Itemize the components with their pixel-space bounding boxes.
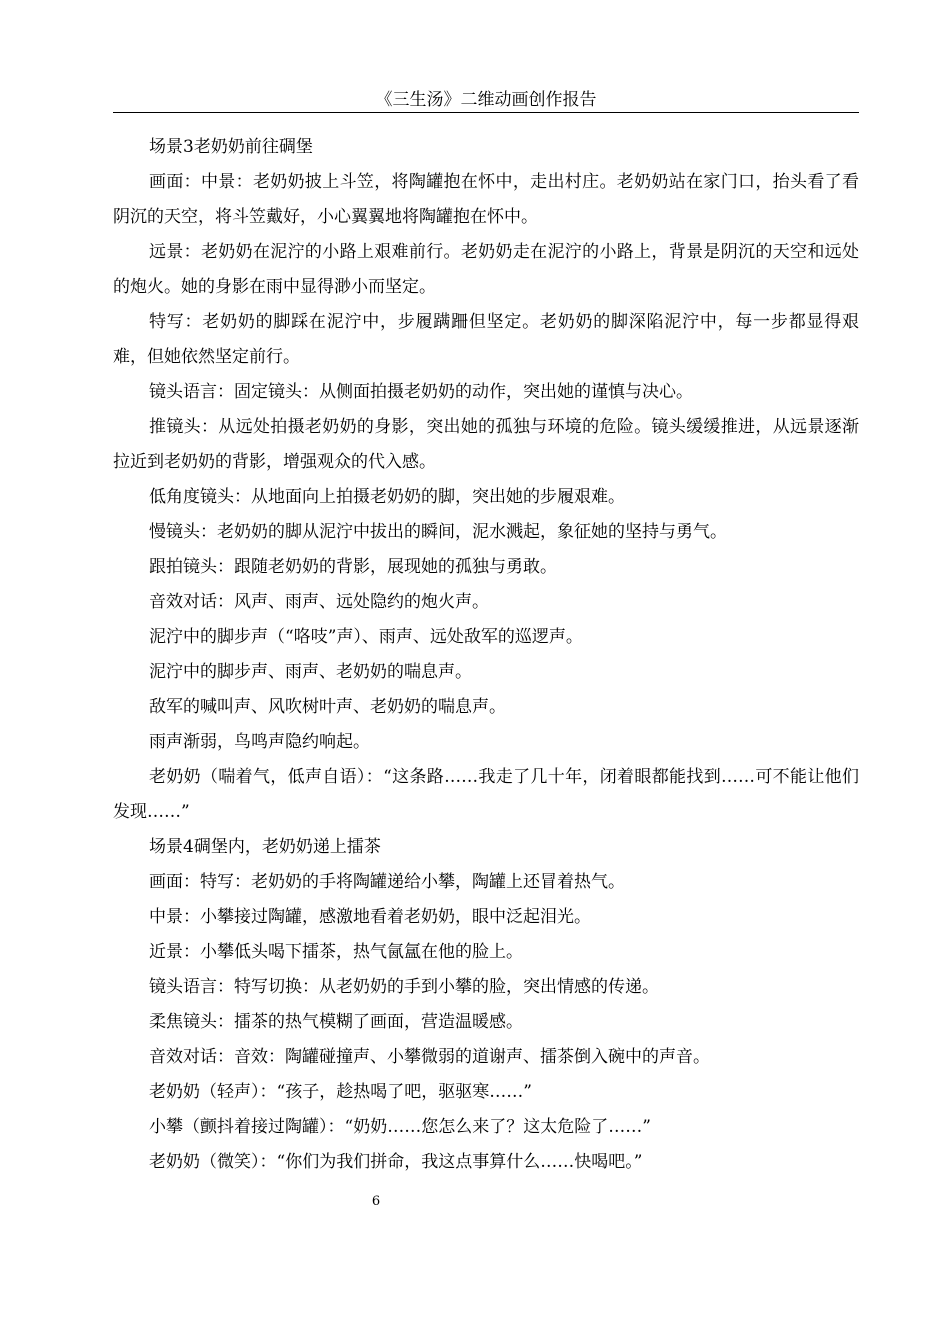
paragraph: 老奶奶（喘着气，低声自语）：“这条路……我走了几十年，闭着眼都能找到……可不能让他们发现……” [113,767,859,822]
body-text [113,130,859,1180]
paragraph: 中景：小攀接过陶罐，感激地看着老奶奶，眼中泛起泪光。 [149,907,591,927]
paragraph: 老奶奶（轻声）：“孩子，趁热喝了吧，驱驱寒……” [149,1082,532,1102]
paragraph: 近景：小攀低头喝下擂茶，热气氤氲在他的脸上。 [149,942,523,962]
page-number: 6 [371,1194,381,1209]
paragraph: 音效对话：音效：陶罐碰撞声、小攀微弱的道谢声、擂茶倒入碗中的声音。 [149,1047,710,1067]
paragraph: 远景：老奶奶在泥泞的小路上艰难前行。老奶奶走在泥泞的小路上，背景是阴沉的天空和远处的炮火。她的身影在雨中显得渺小而坚定。 [113,242,859,297]
paragraph: 小攀（颤抖着接过陶罐）：“奶奶……您怎么来了？这太危险了……” [149,1117,651,1137]
paragraph: 柔焦镜头：擂茶的热气模糊了画面，营造温暖感。 [149,1012,523,1032]
paragraph: 低角度镜头：从地面向上拍摄老奶奶的脚，突出她的步履艰难。 [149,487,625,507]
paragraph: 泥泞中的脚步声（“咯吱”声）、雨声、远处敌军的巡逻声。 [149,627,583,647]
scene-4-heading: 场景4碉堡内，老奶奶递上擂茶 [149,837,381,857]
scene-3-heading: 场景3老奶奶前往碉堡 [149,137,313,157]
paragraph: 特写：老奶奶的脚踩在泥泞中，步履蹒跚但坚定。老奶奶的脚深陷泥泞中，每一步都显得艰难，但她依然坚定前行。 [113,312,859,367]
running-header: 《三生汤》二维动画创作报告 [375,90,597,110]
paragraph: 老奶奶（微笑）：“你们为我们拼命，我这点事算什么……快喝吧。” [149,1152,643,1172]
paragraph: 敌军的喊叫声、风吹树叶声、老奶奶的喘息声。 [149,697,506,717]
paragraph: 雨声渐弱，鸟鸣声隐约响起。 [149,732,370,752]
paragraph: 音效对话：风声、雨声、远处隐约的炮火声。 [149,592,489,612]
paragraph: 跟拍镜头：跟随老奶奶的背影，展现她的孤独与勇敢。 [149,557,557,577]
header-rule [113,112,859,113]
paragraph: 画面：中景：老奶奶披上斗笠，将陶罐抱在怀中，走出村庄。老奶奶站在家门口，抬头看了看阴沉的天空，将斗笠戴好，小心翼翼地将陶罐抱在怀中。 [113,172,859,227]
paragraph: 推镜头：从远处拍摄老奶奶的身影，突出她的孤独与环境的危险。镜头缓缓推进，从远景逐渐拉近到老奶奶的背影，增强观众的代入感。 [113,417,859,472]
paragraph: 慢镜头：老奶奶的脚从泥泞中拔出的瞬间，泥水溅起，象征她的坚持与勇气。 [149,522,727,542]
paragraph: 泥泞中的脚步声、雨声、老奶奶的喘息声。 [149,662,472,682]
paragraph: 画面：特写：老奶奶的手将陶罐递给小攀，陶罐上还冒着热气。 [149,872,625,892]
paragraph: 镜头语言：固定镜头：从侧面拍摄老奶奶的动作，突出她的谨慎与决心。 [149,382,693,402]
paragraph: 镜头语言：特写切换：从老奶奶的手到小攀的脸，突出情感的传递。 [149,977,659,997]
